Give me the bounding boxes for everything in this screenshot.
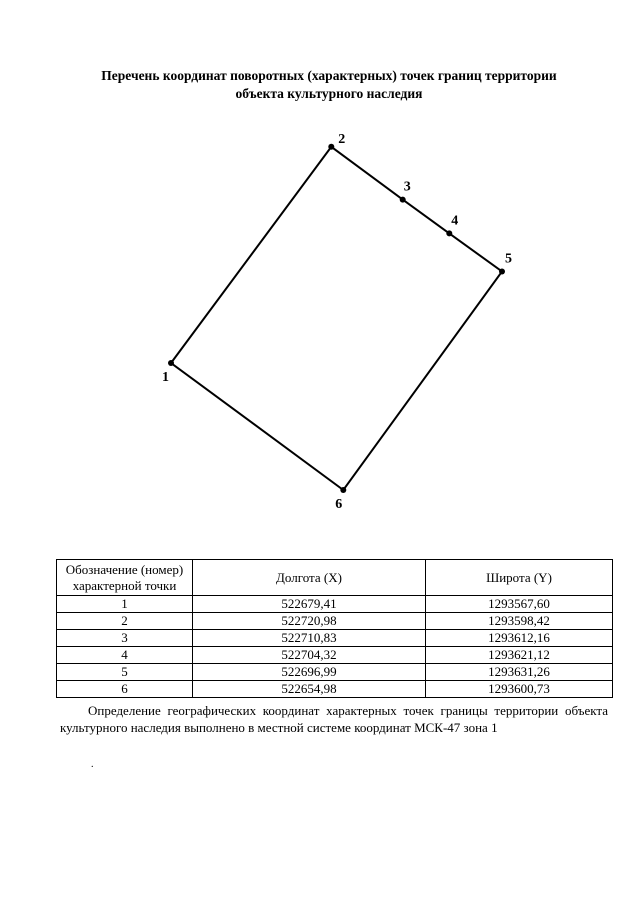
- table-row: [57, 647, 613, 664]
- header-point-number: Обозначение (номер) характерной точки: [57, 560, 193, 596]
- cell-latitude: 1293612,16: [426, 630, 613, 647]
- cell-point-number: 1: [57, 596, 193, 613]
- cell-longitude: 522720,98: [193, 613, 426, 630]
- note-text: Определение географических координат характерных точек границы территории объекта культурного наследия выполнено в местной системе координат МСК-47 зона 1: [60, 703, 608, 735]
- cell-point-number: 3: [57, 630, 193, 647]
- table-row: [57, 681, 613, 698]
- title-line-1: Перечень координат поворотных (характерных) точек границ территории: [101, 68, 557, 83]
- header-latitude: Широта (Y): [426, 560, 613, 596]
- table-row: [57, 630, 613, 647]
- boundary-point-marker: [499, 269, 505, 275]
- coordinate-system-note: [60, 702, 608, 736]
- cell-point-number: 4: [57, 647, 193, 664]
- table-row: [57, 664, 613, 681]
- boundary-point-label: 2: [338, 131, 346, 147]
- cell-point-number: 2: [57, 613, 193, 630]
- boundary-point-label: 4: [451, 213, 459, 229]
- cell-latitude: 1293631,26: [426, 664, 613, 681]
- boundary-line: [171, 147, 502, 490]
- cell-longitude: 522704,32: [193, 647, 426, 664]
- table-row: [57, 596, 613, 613]
- cell-longitude: 522679,41: [193, 596, 426, 613]
- title-line-2: объекта культурного наследия: [235, 86, 423, 101]
- boundary-point-marker: [446, 230, 452, 236]
- boundary-point-marker: [328, 144, 334, 150]
- cell-longitude: 522696,99: [193, 664, 426, 681]
- table-header-row: [57, 560, 613, 596]
- cell-latitude: 1293567,60: [426, 596, 613, 613]
- cell-longitude: 522654,98: [193, 681, 426, 698]
- cell-latitude: 1293621,12: [426, 647, 613, 664]
- boundary-point-label: 3: [403, 179, 411, 195]
- header-longitude: Долгота (X): [193, 560, 426, 596]
- table-body: [57, 596, 613, 698]
- table-row: [57, 613, 613, 630]
- boundary-point-marker: [400, 197, 406, 203]
- cell-longitude: 522710,83: [193, 630, 426, 647]
- boundary-point-marker: [168, 360, 174, 366]
- boundary-point-label: 6: [335, 497, 343, 512]
- boundary-point-marker: [340, 487, 346, 493]
- cell-latitude: 1293600,73: [426, 681, 613, 698]
- coordinates-table: [56, 559, 613, 698]
- boundary-point-label: 1: [162, 370, 169, 385]
- cell-point-number: 5: [57, 664, 193, 681]
- cell-latitude: 1293598,42: [426, 613, 613, 630]
- boundary-point-label: 5: [505, 251, 512, 267]
- cell-point-number: 6: [57, 681, 193, 698]
- footer-mark: .: [91, 759, 94, 770]
